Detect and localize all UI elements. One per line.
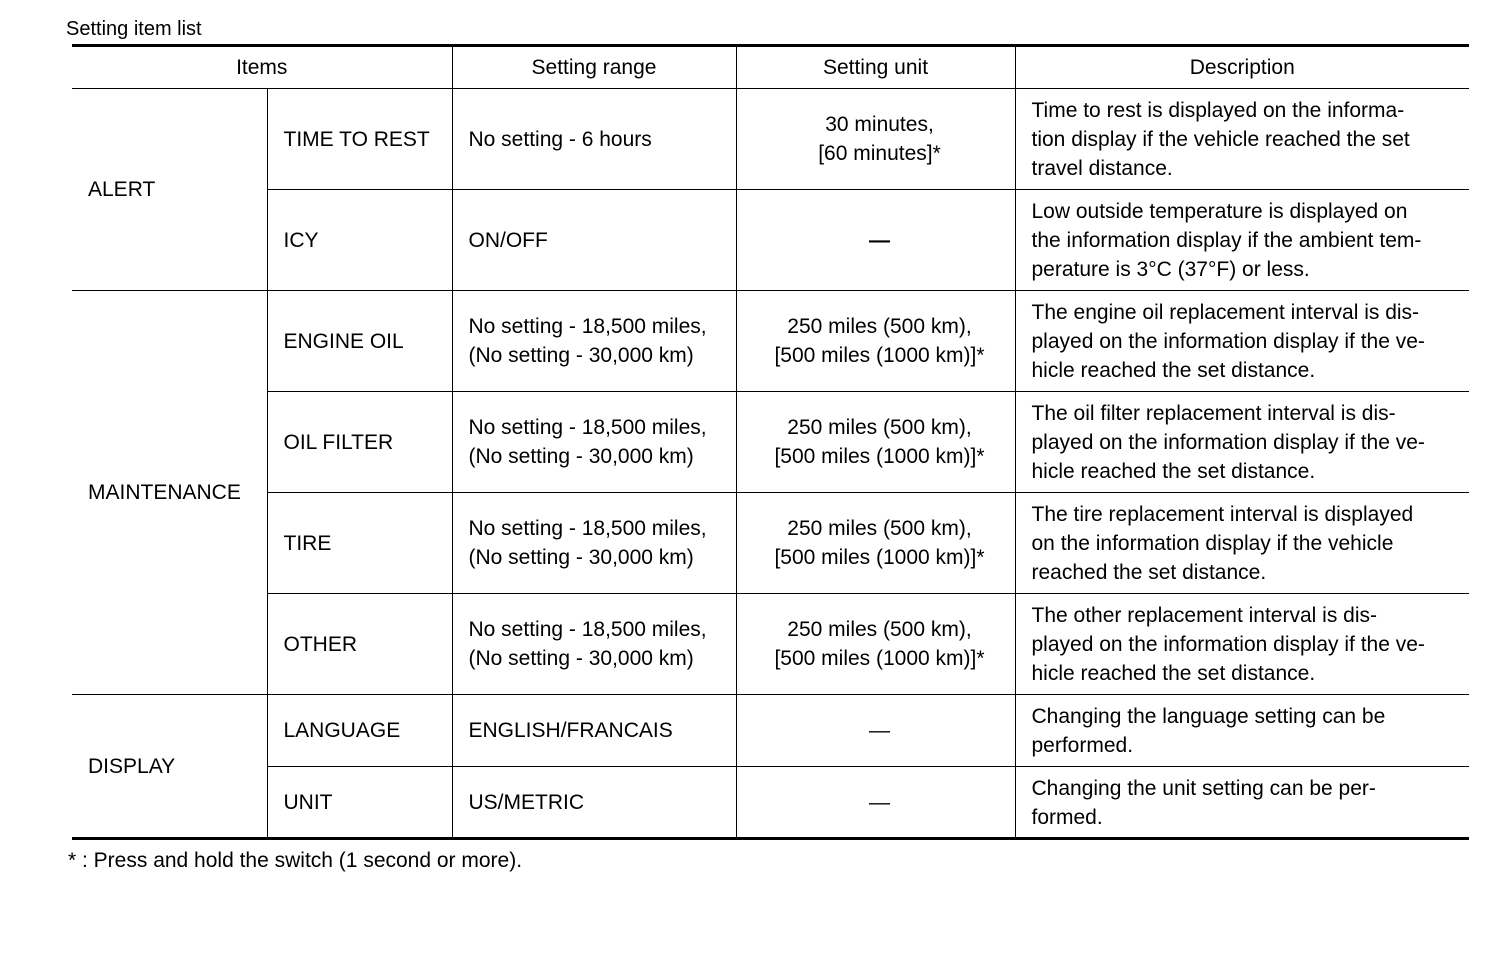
description-line: The engine oil replacement interval is dis- <box>1031 300 1420 324</box>
description-cell <box>1015 695 1469 767</box>
unit-cell <box>736 291 1015 392</box>
unit-line: — <box>869 791 890 814</box>
range-cell <box>452 767 736 839</box>
description-line: Changing the unit setting can be per- <box>1031 776 1376 800</box>
description-line: Time to rest is displayed on the informa- <box>1031 98 1405 122</box>
description-line: performed. <box>1031 733 1134 757</box>
unit-line: 30 minutes, <box>825 113 934 136</box>
header-range: Setting range <box>452 47 736 89</box>
table-row-other <box>72 594 1469 695</box>
unit-line: 250 miles (500 km), <box>787 416 972 439</box>
footnote: * : Press and hold the switch (1 second or more). <box>68 849 523 872</box>
unit-line: [60 minutes]* <box>818 142 941 165</box>
unit-cell <box>736 767 1015 839</box>
range-cell <box>452 392 736 493</box>
range-cell <box>452 594 736 695</box>
item-cell: TIME TO REST <box>267 89 452 190</box>
range-cell <box>452 493 736 594</box>
range-line: No setting - 18,500 miles, <box>468 315 707 338</box>
unit-cell <box>736 190 1015 291</box>
description-line: formed. <box>1031 805 1103 829</box>
range-line: ENGLISH/FRANCAIS <box>468 719 673 742</box>
table-row-engine-oil <box>72 291 1469 392</box>
description-cell <box>1015 594 1469 695</box>
description-line: travel distance. <box>1031 156 1173 180</box>
unit-line: — <box>869 719 890 742</box>
description-cell <box>1015 392 1469 493</box>
item-cell: LANGUAGE <box>267 695 452 767</box>
range-line: No setting - 18,500 miles, <box>468 416 707 439</box>
description-line: reached the set distance. <box>1031 560 1267 584</box>
group-alert: ALERT <box>72 89 267 291</box>
item-cell: OTHER <box>267 594 452 695</box>
description-line: played on the information display if the ve- <box>1031 632 1425 656</box>
range-cell <box>452 190 736 291</box>
unit-line: [500 miles (1000 km)]* <box>774 546 985 569</box>
range-line: (No setting - 30,000 km) <box>468 344 694 367</box>
description-cell <box>1015 493 1469 594</box>
table-caption: Setting item list <box>66 18 202 40</box>
description-line: Low outside temperature is displayed on <box>1031 199 1408 223</box>
unit-cell <box>736 392 1015 493</box>
table-row-unit <box>72 767 1469 839</box>
range-cell <box>452 291 736 392</box>
description-line: perature is 3°C (37°F) or less. <box>1031 257 1310 281</box>
description-line: tion display if the vehicle reached the set <box>1031 127 1410 151</box>
item-cell: OIL FILTER <box>267 392 452 493</box>
item-cell: UNIT <box>267 767 452 839</box>
range-line: US/METRIC <box>468 791 584 814</box>
range-cell <box>452 695 736 767</box>
unit-line: 250 miles (500 km), <box>787 618 972 641</box>
range-line: No setting - 18,500 miles, <box>468 517 707 540</box>
description-line: played on the information display if the ve- <box>1031 329 1425 353</box>
unit-cell <box>736 493 1015 594</box>
header-items: Items <box>72 47 452 89</box>
description-cell <box>1015 190 1469 291</box>
description-line: the information display if the ambient tem- <box>1031 228 1422 252</box>
range-line: (No setting - 30,000 km) <box>468 445 694 468</box>
unit-cell <box>736 594 1015 695</box>
range-line: (No setting - 30,000 km) <box>468 647 694 670</box>
header-row <box>72 47 1469 89</box>
group-maintenance: MAINTENANCE <box>72 291 267 695</box>
description-cell <box>1015 767 1469 839</box>
description-line: Changing the language setting can be <box>1031 704 1386 728</box>
item-cell: ICY <box>267 190 452 291</box>
unit-cell <box>736 695 1015 767</box>
table-row-icy <box>72 190 1469 291</box>
description-line: on the information display if the vehicle <box>1031 531 1394 555</box>
unit-line: 250 miles (500 km), <box>787 315 972 338</box>
description-cell <box>1015 89 1469 190</box>
unit-line: [500 miles (1000 km)]* <box>774 344 985 367</box>
table-row-language <box>72 695 1469 767</box>
description-cell <box>1015 291 1469 392</box>
unit-line: — <box>869 228 890 252</box>
range-cell <box>452 89 736 190</box>
description-line: played on the information display if the ve- <box>1031 430 1425 454</box>
unit-line: [500 miles (1000 km)]* <box>774 445 985 468</box>
header-unit: Setting unit <box>736 47 1015 89</box>
description-line: hicle reached the set distance. <box>1031 459 1316 483</box>
unit-line: [500 miles (1000 km)]* <box>774 647 985 670</box>
item-cell: ENGINE OIL <box>267 291 452 392</box>
range-line: (No setting - 30,000 km) <box>468 546 694 569</box>
table-row-time-to-rest <box>72 89 1469 190</box>
settings-table <box>72 47 1469 839</box>
table-row-oil-filter <box>72 392 1469 493</box>
table-row-tire <box>72 493 1469 594</box>
description-line: The tire replacement interval is displayed <box>1031 502 1414 526</box>
description-line: hicle reached the set distance. <box>1031 661 1316 685</box>
unit-cell <box>736 89 1015 190</box>
range-line: No setting - 6 hours <box>468 127 652 151</box>
range-line: ON/OFF <box>468 228 548 252</box>
group-display: DISPLAY <box>72 695 267 839</box>
bottom-rule <box>72 837 1469 840</box>
description-line: The other replacement interval is dis- <box>1031 603 1377 627</box>
description-line: The oil filter replacement interval is dis- <box>1031 401 1396 425</box>
unit-line: 250 miles (500 km), <box>787 517 972 540</box>
header-description: Description <box>1015 47 1469 89</box>
item-cell: TIRE <box>267 493 452 594</box>
description-line: hicle reached the set distance. <box>1031 358 1316 382</box>
range-line: No setting - 18,500 miles, <box>468 618 707 641</box>
